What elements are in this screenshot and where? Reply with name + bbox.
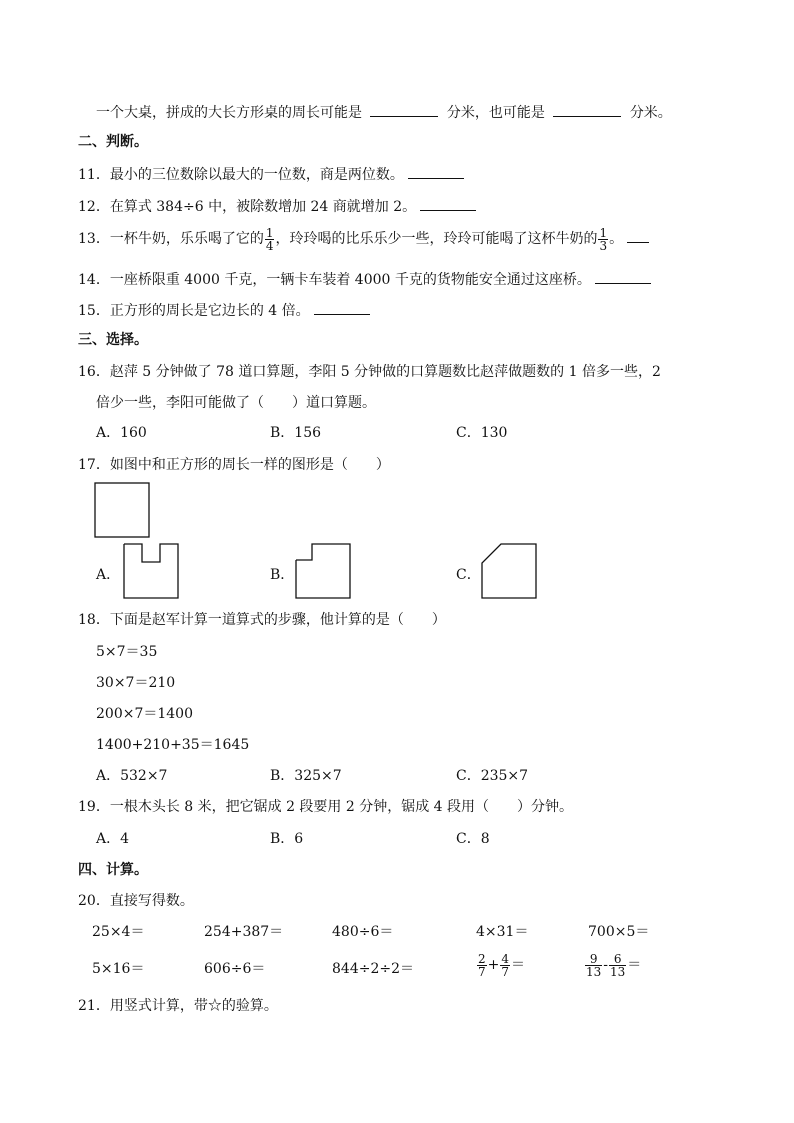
fraction — [500, 953, 510, 978]
question-16-line2: 倍少一些，李阳可能做了（ ）道口算题。 — [96, 395, 376, 411]
option-a[interactable]: A． — [96, 567, 121, 583]
option-b[interactable]: B．325×7 — [270, 768, 342, 784]
question-text: 15．正方形的周长是它边长的 4 倍。 — [78, 303, 310, 319]
denominator: 7 — [478, 964, 486, 979]
calc-item[interactable]: 25×4＝ — [92, 924, 145, 940]
option-c[interactable]: C．130 — [456, 425, 508, 441]
numerator: 1 — [599, 225, 608, 240]
calc-item[interactable]: 606÷6＝ — [204, 961, 266, 977]
question-20: 20．直接写得数。 — [78, 893, 194, 909]
question-16-line1: 16．赵萍 5 分钟做了 78 道口算题，李阳 5 分钟做的口算题数比赵萍做题数的 1 倍多一些，2 — [78, 364, 661, 380]
fraction — [598, 227, 608, 252]
calc-item[interactable]: 4×31＝ — [476, 924, 529, 940]
option-c[interactable]: C． — [456, 567, 481, 583]
option-a[interactable]: A．4 — [96, 831, 130, 847]
calc-item[interactable]: 480÷6＝ — [332, 924, 394, 940]
option-c[interactable]: C．8 — [456, 831, 490, 847]
option-b[interactable]: B．6 — [270, 831, 304, 847]
text: 一个大桌，拼成的大长方形桌的周长可能是 — [96, 105, 362, 121]
question-text: 13．一杯牛奶，乐乐喝了它的 — [78, 231, 264, 247]
calc-item[interactable]: 844÷2÷2＝ — [332, 961, 414, 977]
question-text: ，玲玲喝的比乐乐少一些，玲玲可能喝了这杯牛奶的 — [275, 231, 598, 247]
operator: + — [487, 957, 500, 973]
fraction — [609, 953, 626, 978]
question-text: 14．一座桥限重 4000 千克，一辆卡车装着 4000 千克的货物能安全通过这座桥。 — [78, 272, 591, 288]
text: 分米，也可能是 — [446, 105, 545, 121]
option-b[interactable]: B． — [270, 567, 295, 583]
section-heading-judge: 二、判断。 — [78, 134, 148, 150]
numerator: 6 — [613, 951, 622, 966]
answer-blank[interactable] — [314, 300, 370, 315]
question-text: 11．最小的三位数除以最大的一位数，商是两位数。 — [78, 167, 404, 183]
calc-item[interactable]: 254+387＝ — [204, 924, 284, 940]
text: 分米。 — [629, 105, 672, 121]
corner-cut-square-figure-b[interactable] — [295, 543, 353, 601]
calc-step: 200×7＝1400 — [96, 706, 193, 722]
denominator: 13 — [586, 964, 602, 979]
calc-item-fraction-sum[interactable] — [476, 950, 525, 980]
notched-square-figure-a[interactable] — [123, 543, 181, 601]
question-17: 17．如图中和正方形的周长一样的图形是（ ） — [78, 457, 390, 473]
option-a[interactable]: A．160 — [96, 425, 147, 441]
square-figure — [94, 482, 150, 538]
option-a[interactable]: A．532×7 — [96, 768, 168, 784]
answer-blank[interactable] — [420, 196, 476, 211]
question-19: 19．一根木头长 8 米，把它锯成 2 段要用 2 分钟，锯成 4 段用（ ）分钟。 — [78, 799, 574, 815]
question-13 — [78, 224, 649, 254]
fraction — [265, 227, 275, 252]
equals: ＝ — [511, 957, 526, 973]
option-b[interactable]: B．156 — [270, 425, 322, 441]
denominator: 13 — [610, 964, 626, 979]
question-21: 21．用竖式计算，带☆的验算。 — [78, 998, 278, 1014]
question-18: 18．下面是赵军计算一道算式的步骤，他计算的是（ ） — [78, 612, 446, 628]
question-14 — [78, 269, 651, 289]
question-15 — [78, 300, 370, 320]
numerator: 1 — [265, 225, 274, 240]
calc-item-fraction-diff[interactable] — [584, 950, 641, 980]
fraction — [585, 953, 602, 978]
denominator: 3 — [599, 238, 608, 253]
section-heading-calc: 四、计算。 — [78, 862, 148, 878]
option-c[interactable]: C．235×7 — [456, 768, 529, 784]
question-11 — [78, 164, 464, 184]
calc-item[interactable]: 700×5＝ — [588, 924, 650, 940]
question-12 — [78, 196, 476, 216]
calc-step: 30×7＝210 — [96, 675, 176, 691]
answer-blank[interactable] — [408, 164, 464, 179]
denominator: 4 — [265, 238, 274, 253]
calc-step: 5×7＝35 — [96, 644, 158, 660]
answer-blank[interactable] — [553, 102, 621, 117]
denominator: 7 — [501, 964, 510, 979]
answer-blank[interactable] — [627, 228, 649, 243]
fraction — [477, 953, 487, 978]
numerator: 9 — [589, 951, 598, 966]
answer-blank[interactable] — [595, 269, 651, 284]
question-text: 12．在算式 384÷6 中，被除数增加 24 商就增加 2。 — [78, 199, 417, 215]
calc-item[interactable]: 5×16＝ — [92, 961, 145, 977]
question-text: 。 — [609, 231, 624, 247]
numerator: 2 — [478, 951, 486, 966]
numerator: 4 — [501, 951, 510, 966]
section-heading-choice: 三、选择。 — [78, 332, 148, 348]
equals: ＝ — [627, 957, 642, 973]
operator: - — [603, 957, 609, 973]
continued-question-line — [96, 102, 672, 122]
chamfered-square-figure-c[interactable] — [481, 543, 539, 601]
calc-step: 1400+210+35＝1645 — [96, 737, 250, 753]
answer-blank[interactable] — [370, 102, 438, 117]
